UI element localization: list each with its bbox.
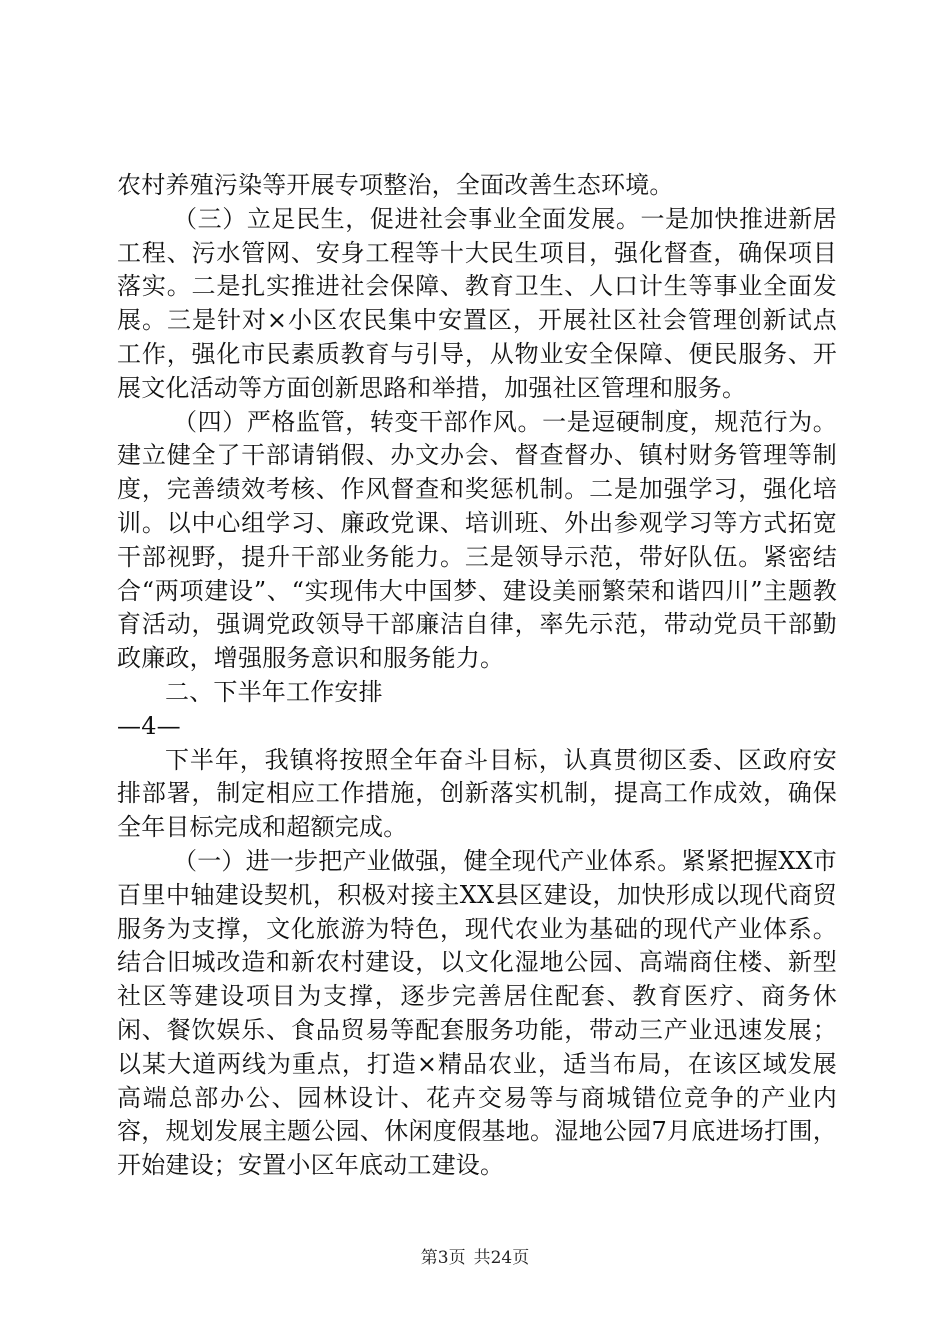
paragraph-second-half-intro: 下半年，我镇将按照全年奋斗目标，认真贯彻区委、区政府安排部署，制定相应工作措施，创新落实机制，提高工作成效，确保全年目标完成和超额完成。 [117, 745, 837, 842]
paragraph-continuation: 农村养殖污染等开展专项整治，全面改善生态环境。 [117, 171, 674, 199]
inline-page-number: —4— [117, 711, 181, 740]
footer-total-pages: 共24页 [473, 1248, 530, 1268]
section-heading-second-half: 二、下半年工作安排 [165, 677, 383, 706]
page-footer [0, 1243, 950, 1268]
paragraph-section-one-industry: （一）进一步把产业做强，健全现代产业体系。紧紧把握XX市百里中轴建设契机，积极对接主XX县区建设，加快形成以现代商贸服务为支撑，文化旅游为特色，现代农业为基础的现代产业体系。结合旧城改造和新农村建设，以文化湿地公园、高端商住楼、新型社区等建设项目为支撑，逐步完善居住配套、教育医疗、商务休闲、餐饮娱乐、食品贸易等配套服务功能，带动三产业迅速发展；以某大道两线为重点，打造×精品农业，适当布局，在该区域发展高端总部办公、园林设计、花卉交易等与商城错位竞争的产业内容，规划发展主题公园、休闲度假基地。湿地公园7月底进场打围，开始建设；安置小区年底动工建设。 [117, 846, 837, 1180]
document-body [117, 169, 837, 1183]
footer-page-number: 第3页 [420, 1248, 466, 1268]
paragraph-section-three: （三）立足民生，促进社会事业全面发展。一是加快推进新居工程、污水管网、安身工程等十大民生项目，强化督查，确保项目落实。二是扎实推进社会保障、教育卫生、人口计生等事业全面发展。三是针对×小区农民集中安置区，开展社区社会管理创新试点工作，强化市民素质教育与引导，从物业安全保障、便民服务、开展文化活动等方面创新思路和举措，加强社区管理和服务。 [117, 204, 837, 402]
paragraph-section-four: （四）严格监管，转变干部作风。一是逗硬制度，规范行为。建立健全了干部请销假、办文办会、督查督办、镇村财务管理等制度，完善绩效考核、作风督查和奖惩机制。二是加强学习，强化培训。以中心组学习、廉政党课、培训班、外出参观学习等方式拓宽干部视野，提升干部业务能力。三是领导示范，带好队伍。紧密结合“两项建设”、“实现伟大中国梦、建设美丽繁荣和谐四川”主题教育活动，强调党政领导干部廉洁自律，率先示范，带动党员干部勤政廉政，增强服务意识和服务能力。 [117, 407, 837, 673]
